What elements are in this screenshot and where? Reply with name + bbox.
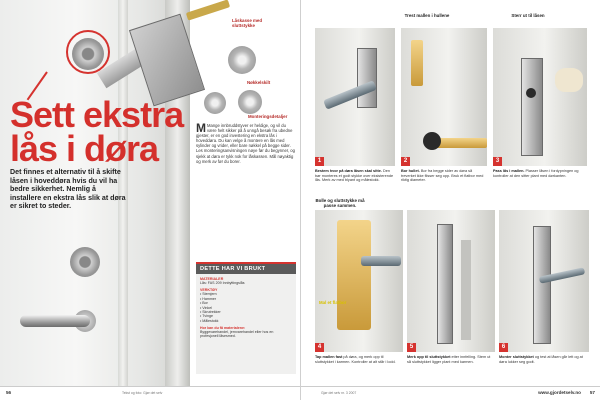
cylinder-hole-icon [526,88,536,98]
step-3-caption: Pass lås i mallen. Plasser låsen i fordypningen og kontroller at den sitter plant med dørkanten. [493,169,579,178]
materials-box [196,262,296,374]
step-1-caption: Bestem hvor på døra låsen skal sitte. Den bør monteres et godt stykke over eksisterende lås. Merk av med blyant og målestokk. [315,169,394,182]
sourcing-text: Byggevarehandel, jernvarehandel eller hos en profesjonell låsesmed. [200,330,274,339]
key-icon [186,0,230,21]
article-headline: Sett ekstra lås i døra [10,94,184,169]
hand-image [555,68,583,92]
step-3 [493,28,587,196]
step-5 [407,210,495,382]
lock-case-in-door-image [521,58,543,156]
sourcing-heading: Hor kan du få materialene: [200,326,246,331]
tool-item: • Skrutrekker [200,310,292,314]
mounted-strike-plate-image [533,226,551,344]
article-body-text: Mange innbruddstyver er heldige, og vil du være helt sikker på å unngå besøk fra ubedne gjester, er en god investering en ekstra lås i hoveddøra. Du kan velge å montere en lås med sylinder og vrider, eller bare nøkkel på begge sider. Les monteringsanvisningen nøye før du begynner, og sjekk at døra er tykk nok for låskassen. Mål nøyaktig og merk av før du borer. [196,123,295,164]
tool-item: • Vinkel [200,306,292,310]
step-6 [499,210,589,382]
step-5-number: 5 [407,343,416,352]
website-link[interactable]: www.gjordetselv.no [538,390,581,395]
step-2-caption: Bor hullet. Bor fra begge sider av døra så treverket ikke flisser seg opp. Bruk et flatbor med riktig diameter. [401,169,484,182]
tool-item: • Målestokk [200,319,292,323]
step-1 [315,28,395,196]
article-body [196,123,296,164]
materials-box-title: DETTE HAR VI BRUKT [196,264,296,274]
step-2-number: 2 [401,157,410,166]
strike-plate-in-frame-image [437,224,453,344]
drill-icon [361,256,401,266]
step-3-number: 3 [493,157,502,166]
tool-item: • Tvinge [200,314,292,318]
label-template-holes: Trest mallen i hullene [404,13,450,18]
drill-hole-icon [423,132,441,150]
step-4 [315,210,403,382]
door-frame-image [461,240,471,340]
tool-item: • Hammer [200,297,292,301]
step-1-number: 1 [315,157,324,166]
callout-mounting-parts: Monteringsdetaljer [248,114,288,119]
drop-cap: M [196,121,206,135]
strike-template-image [337,220,371,330]
tools-list [200,292,292,323]
template-bar-image [411,40,423,86]
step-6-caption: Monter sluttstykket og test at låsen går lett og at døra lukker seg godt. [499,355,583,364]
key-rosette-image [228,46,256,74]
label-chisel-out: Sterr ut til låsen [511,13,545,18]
step-6-photo [499,210,589,352]
step-6-number: 6 [499,343,508,352]
left-folio [0,386,300,400]
photo-credit: Tekst og foto: Gjør det selv [122,391,163,395]
step-2-photo [401,28,487,166]
right-page [300,0,600,400]
magazine-issue: Gjør det selv nr. 3 2007 [321,391,357,395]
cylinder-rosette-image [238,90,262,114]
label-bolt-and-plate: Bolle og sluttstykke må passe sammen. [315,198,365,208]
step-4-photo [315,210,403,352]
step-5-photo [407,210,495,352]
tools-heading: VERKTØY [200,288,218,293]
step-2 [401,28,487,196]
tool-item: • Stemjern [200,292,292,296]
step-5-caption: Merk opp til sluttstykket etter innfelling. Stem ut så sluttstykket ligger plant med karmen. [407,355,491,364]
step-1-photo [315,28,395,166]
callout-key-plate: Nøkkelskilt [247,80,271,85]
left-page-number: 56 [6,390,12,395]
callout-lock-case: Låskasse med sluttstykke [232,18,263,28]
right-folio [301,386,600,400]
label-flat-drill: Mal et flatbor [319,300,347,305]
article-lead: Det finnes et alternativ til å skifte låsen i hoveddøra hvis du vil ha bedre sikkerhet. Nemlig å installere en ekstra lås slik at døra er sikret to steder. [10,168,126,211]
tool-item: • Bor [200,301,292,305]
step-4-number: 4 [315,343,324,352]
lower-lock-cylinder-icon [70,247,100,277]
step-3-photo [493,28,587,166]
materials-heading: MATERIALER [200,277,224,281]
right-page-number: 57 [589,390,595,395]
step-4-caption: Tap mallen fast på døra, og merk opp til sluttstykket i karmen. Kontroller at alt står i lodd. [315,355,396,364]
lock-template-image [357,48,377,108]
door-handle-icon [20,315,90,327]
materials-text: Lås: FAS 209 Innbyttingslås [200,281,245,285]
